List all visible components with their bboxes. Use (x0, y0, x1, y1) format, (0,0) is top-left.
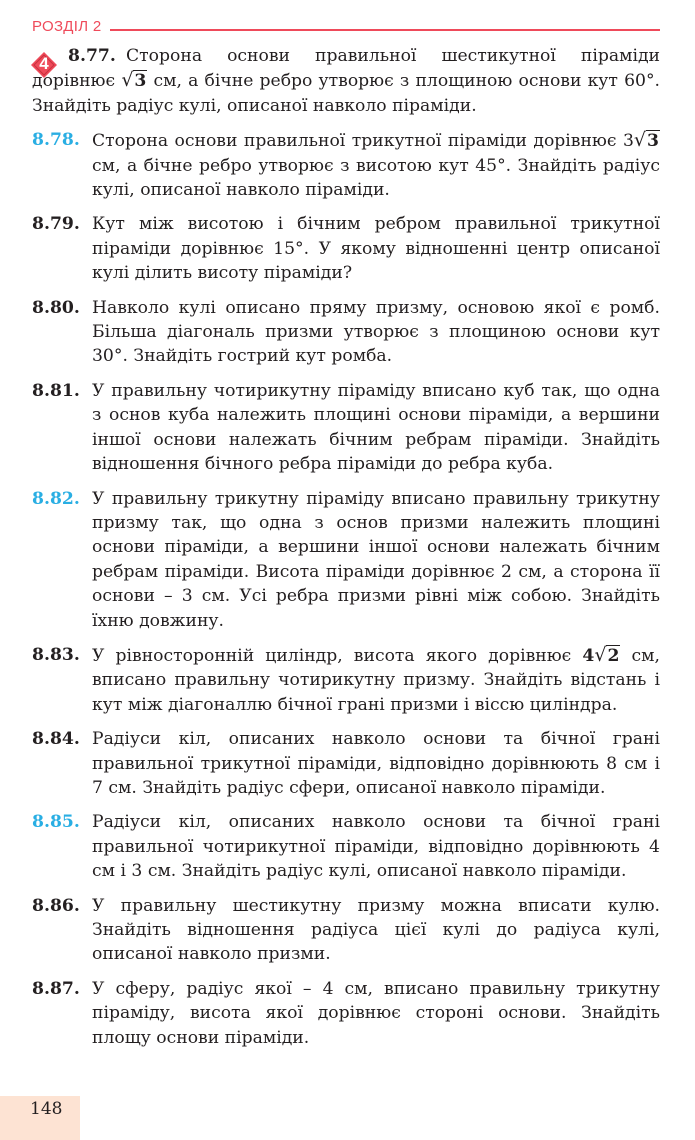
problem-8-79 (32, 212, 660, 285)
problem-number: 8.85. (32, 812, 80, 833)
problem-8-81 (32, 379, 660, 477)
page-header (32, 14, 660, 36)
problem-number: 8.84. (32, 729, 80, 750)
sqrt-expression: 4√2 (582, 643, 620, 666)
problem-text: У правильну шестикутну призму можна вписати кулю. Знайдіть відношення радіуса цієї кулі до радіуса кулі, описаної навколо призми. (92, 895, 660, 965)
problem-text: Радіуси кіл, описаних навколо основи та бічної грані правильної чотирикутної піраміди, відповідно дорівнюють 4 см і 3 см. Знайдіть радіус кулі, описаної навколо піраміди. (92, 812, 660, 882)
sqrt-expression: 3√3 (622, 129, 659, 152)
problem-8-86 (32, 894, 660, 967)
problem-8-80 (32, 296, 660, 369)
section-label: РОЗДІЛ 2 (32, 18, 102, 35)
problem-text: У правильну трикутну піраміду вписано правильну трикутну призму так, що одна з основ призми належить площині основи піраміди, а вершини іншої основи належать бічним ребрам піраміди. Висота піраміди дорівнює 2 см, а сторона її основи – 3 см. Усі ребра призми рівні між собою. Знайдіть їхню довжину. (92, 488, 660, 631)
header-divider (110, 29, 660, 31)
problem-number: 8.82. (32, 488, 80, 509)
problem-text: У сферу, радіус якої – 4 см, вписано правильну трикутну піраміду, висота якої дорівнює стороні основи. Знайдіть площу основи піраміди. (92, 978, 660, 1048)
problem-8-84 (32, 727, 660, 800)
problem-text: У правильну чотирикутну піраміду вписано куб так, що одна з основ куба належить площині основи піраміди, а вершини іншої основи належать бічним ребрам піраміди. Знайдіть відношення бічного ребра піраміди до ребра куба. (92, 380, 660, 475)
problem-8-78 (32, 128, 660, 202)
problem-8-83 (32, 643, 660, 717)
problem-number: 8.80. (32, 297, 80, 318)
problem-8-85 (32, 810, 660, 883)
problem-number: 8.87. (32, 978, 80, 999)
problem-text: Навколо кулі описано пряму призму, основою якої є ромб. Більша діагональ призми утворює з площиною основи кут 30°. Знайдіть гострий кут ромба. (92, 297, 660, 367)
problem-number: 8.77. (68, 46, 116, 66)
problem-number: 8.86. (32, 895, 80, 916)
problem-8-77 (32, 44, 660, 118)
problem-number: 8.79. (32, 214, 80, 235)
sqrt-expression: √3 (121, 69, 147, 92)
page-number: 148 (30, 1099, 63, 1119)
problem-text: Кут між висотою і бічним ребром правильної трикутної піраміди дорівнює 15°. У якому відношенні центр описаної кулі ділить висоту піраміди? (92, 214, 660, 284)
problem-8-82 (32, 487, 660, 633)
problem-text: Сторона основи правильної трикутної піраміди дорівнює 3√3 см, а бічне ребро утворює з висотою кут 45°. Знайдіть радіус кулі, описаної навколо піраміди. (92, 129, 660, 201)
problem-number: 8.78. (32, 130, 80, 151)
problem-text: У рівносторонній циліндр, висота якого дорівнює 4√2 см, вписано правильну чотирикутну призму. Знайдіть відстань і кут між діагоналлю бічної грані призми і віссю циліндра. (92, 643, 661, 715)
problem-text: Сторона основи правильної шестикутної піраміди дорівнює √3 см, а бічне ребро утворює з площиною основи кут 60°. Знайдіть радіус кулі, описаної навколо піраміди. (32, 46, 661, 116)
problem-text: Радіуси кіл, описаних навколо основи та бічної грані правильної трикутної піраміди, відповідно дорівнюють 8 см і 7 см. Знайдіть радіус сфери, описаної навколо піраміди. (92, 729, 660, 798)
problem-number: 8.83. (32, 644, 80, 665)
problem-list (32, 44, 660, 1060)
problem-number: 8.81. (32, 380, 80, 401)
difficulty-level-number: 4 (39, 54, 49, 73)
problem-8-87 (32, 977, 660, 1050)
